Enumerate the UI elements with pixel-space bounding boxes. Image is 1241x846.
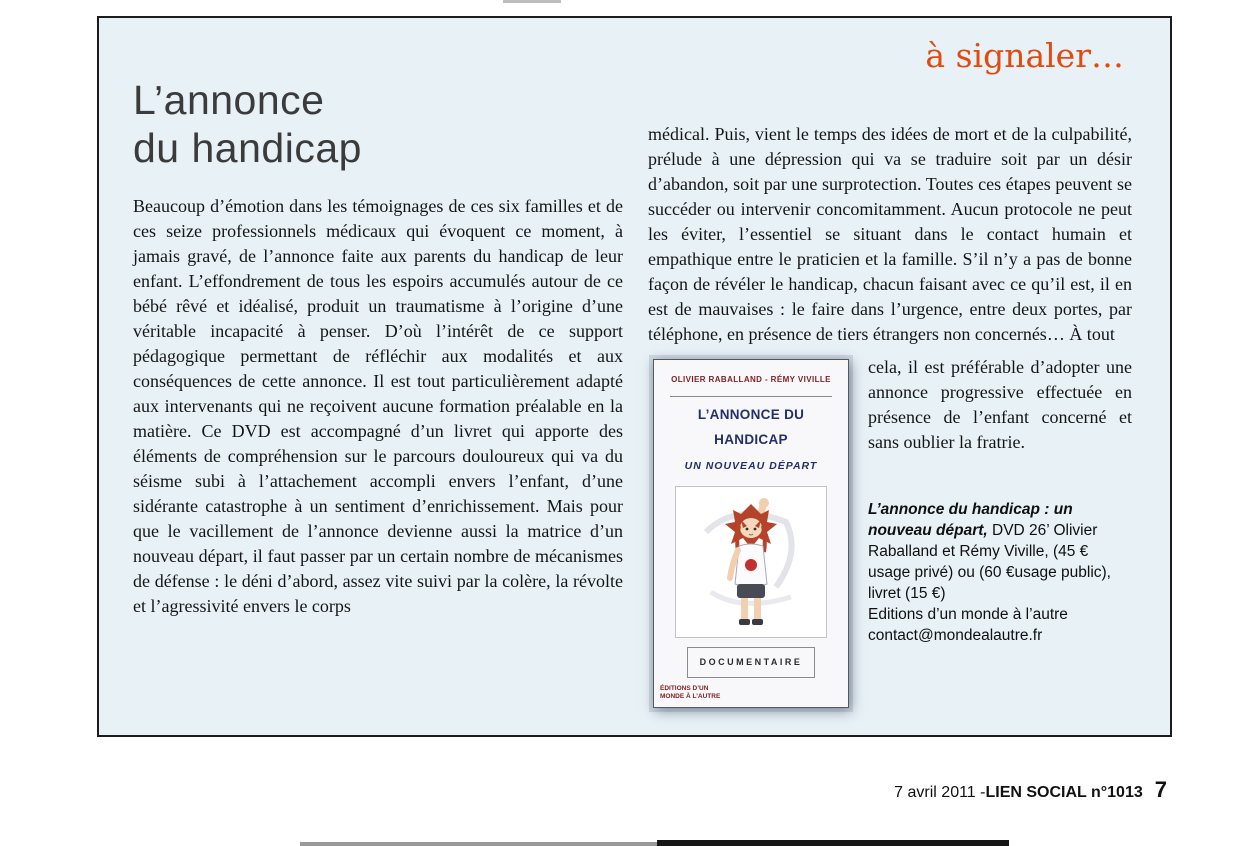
scan-artifact-gray [300, 842, 657, 846]
section-label: à signaler… [925, 36, 1124, 75]
media-row [648, 355, 1132, 708]
scan-artifact-black [657, 840, 1009, 846]
caption-line [868, 499, 1132, 604]
article-frame [97, 16, 1172, 737]
article-column-right [648, 122, 1132, 708]
footer-page-number: 7 [1154, 777, 1167, 802]
article-title-line2: du handicap [133, 125, 362, 171]
caption-publisher: Editions d’un monde à l’autre [868, 606, 1068, 623]
dvd-cover-illustration [675, 486, 827, 638]
footer-date: 7 avril 2011 - [894, 784, 986, 801]
dvd-caption [868, 499, 1132, 646]
caption-email: contact@mondealautre.fr [868, 627, 1043, 644]
footer-journal-title: LIEN SOCIAL n°1013 [985, 784, 1143, 801]
wrap-column [854, 355, 1132, 708]
dvd-cover-divider [670, 396, 832, 397]
article-paragraph-right-2: cela, il est préférable d’adopter une annonce progressive effectuée en présence de l’enfant concerné et sans oublier la fratrie. [868, 357, 1132, 452]
dvd-cover-subtitle: UN NOUVEAU DÉPART [684, 460, 818, 472]
article-title-line1: L’annonce [133, 77, 325, 123]
dvd-cover-photo [648, 355, 854, 708]
article-title [133, 76, 362, 172]
scan-artifact-top [503, 0, 561, 3]
dvd-cover-publisher-logo: ÉDITIONS D’UN MONDE À L’AUTRE [660, 685, 721, 700]
dvd-cover-authors: OLIVIER RABALLAND - RÉMY VIVILLE [671, 375, 831, 384]
caption-title: L’annonce du handicap : un nouveau départ, [868, 501, 1073, 539]
dvd-cover-genre: DOCUMENTAIRE [687, 647, 816, 678]
page-footer [894, 777, 1167, 803]
caption-details: DVD 26’ Olivier Raballand et Rémy Viville, (45 € usage privé) ou (60 €usage public), livret (15 €) [868, 522, 1111, 602]
dvd-cover [653, 359, 849, 708]
article-column-left [133, 194, 623, 619]
dvd-cover-title: L’ANNONCE DU HANDICAP [697, 407, 805, 447]
article-paragraph-right-1: médical. Puis, vient le temps des idées de mort et de la culpabilité, prélude à une dépression qui va se traduire soit par un désir d’abandon, soit par une surprotection. Toutes ces étapes peuvent se succéder ou intervenir concomitamment. Aucun protocole ne peut les éviter, l’essentiel se situant dans le contact humain et empathique entre le praticien et la famille. S’il n’y a pas de bonne façon de révéler le handicap, chacun faisant avec ce qu’il est, il en est de mauvaises : le faire dans l’urgence, entre deux portes, par téléphone, en présence de tiers étrangers non concernés… À tout [648, 124, 1132, 344]
article-paragraph-left: Beaucoup d’émotion dans les témoignages de ces six familles et de ces seize professionnels médicaux qui évoquent ce moment, à jamais gravé, de l’annonce faite aux parents du handicap de leur enfant. L’effondrement de tous les espoirs accumulés autour de ce bébé rêvé et idéalisé, produit un traumatisme à l’origine d’une véritable incapacité à penser. D’où l’intérêt de ce support pédagogique permettant de réfléchir aux modalités et aux conséquences de cette annonce. Il est tout particulièrement adapté aux intervenants qui ne reçoivent aucune formation préalable en la matière. Ce DVD est accompagné d’un livret qui apporte des éléments de compréhension sur le parcours douloureux qui va du séisme subi à l’attachement accompli envers l’enfant, d’une sidérante catastrophe à un sentiment d’enrichissement. Mais pour que le vacillement de l’annonce devienne aussi la matrice d’un nouveau départ, il faut passer par un certain nombre de mécanismes de défense : le déni d’abord, assez vite suivi par la colère, la révolte et l’agressivité envers le corps [133, 196, 623, 616]
